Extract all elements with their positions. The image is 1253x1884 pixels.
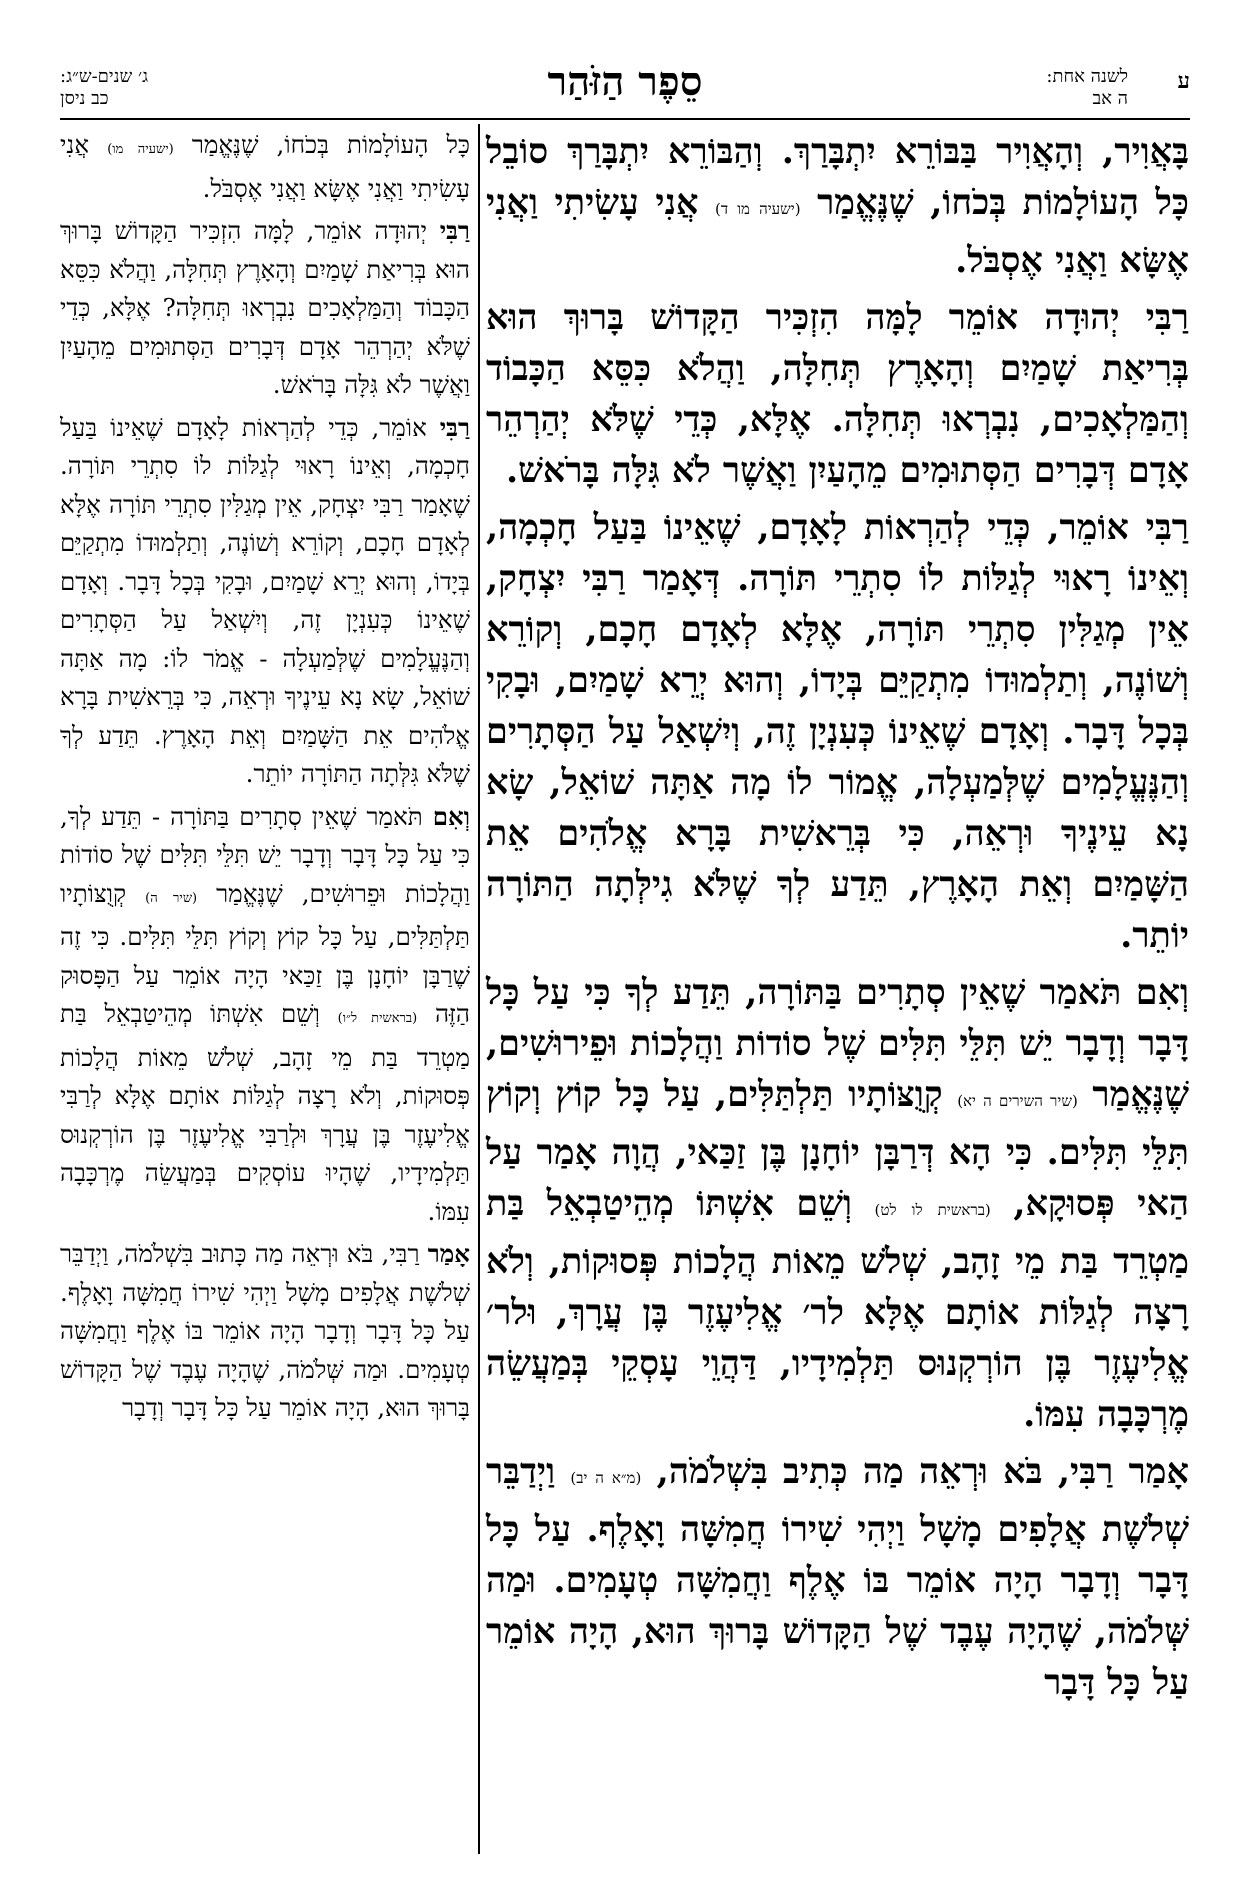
verse-reference: (מ״א ה יב) [570,1469,642,1487]
header-rule [60,118,1190,120]
side-paragraph [60,1235,470,1428]
main-text: וַיְדַבֵּר שְׁלֹשֶׁת אֲלָפִים מָשָׁל וַיְהִי שִׁירוֹ חֲמִשָּׁה וָאָלֶף. עַל כָּל דָּבָר וְדָבָר הָיָה אוֹמֵר בּוֹ אֶלֶף וַחֲמִשָּׁה טְעָמִים. וּמַה שְּׁלֹמֹה, שֶׁהָיָה עֶבֶד שֶׁל הַקָּדוֹשׁ בָּרוּךְ הוּא, הָיָה אוֹמֵר עַל כָּל דָּבָר [486,1451,1189,1703]
verse-reference: (ישעיה מו ד) [715,200,801,218]
side-text: כָּל הָעוֹלָמוֹת בְּכֹחוֹ, שֶׁנֶּאֱמַר [191,130,470,159]
main-text: וְאִם תֹּאמַר שֶׁאֵין סְתָרִים בַּתּוֹרָה, תֵּדַע לְךָ כִּי עַל כָּל דָּבָר וְדָבָר יֵשׁ תִּלֵּי תִּלִּים שֶׁל סוֹדוֹת וַהֲלָכוֹת וּפֵירוּשִׁים, שֶׁנֶּאֱמַר [486,972,1189,1115]
opening-word: אָמַר [427,1239,470,1268]
main-text: רַבִּי אוֹמֵר, כְּדֵי לְהַרְאוֹת לָאָדָם, שֶׁאֵינוֹ בַּעַל חָכְמָה, וְאֵינוֹ רָאוּי לְגַלּוֹת לוֹ סִתְרֵי תּוֹרָה. דְּאָמַר רַבִּי יִצְחָק, אֵין מְגַלִּין סִתְרֵי תּוֹרָה, אֶלָּא לְאָדָם חָכָם, וְקוֹרֵא וְשׁוֹנֶה, וְתַלְמוּדוֹ מִתְקַיֵּם בְּיָדוֹ, וְהוּא יְרֵא שָׁמַיִם, וּבָקִי בְּכָל דָּבָר. וְאָדָם שֶׁאֵינוֹ כְּעִנְיָן זֶה, וְיִשְׁאַל עַל הַסְּתָרִים וְהַנֶּעֱלָמִים שֶׁלְּמַעְלָה, אֱמוֹר לוֹ מָה אַתָּה שׁוֹאֵל, שָׂא נָא עֵינֶיךָ וּרְאֵה, כִּי בְּרֵאשִׁית בָּרָא אֱלֹהִים אֵת הַשָּׁמַיִם וְאֵת הָאָרֶץ, תֵּדַע לְךָ שֶׁלֹּא גִילְּתָה הַתּוֹרָה יוֹתֵר. [486,507,1189,956]
schedule-one-year-date: ה אב [1092,88,1128,109]
side-paragraph [60,409,470,794]
main-paragraph [486,126,1189,286]
verse-reference: (בראשית לו לט) [874,1201,991,1219]
opening-word: וְאִם [432,801,470,831]
translation-column [60,126,470,1432]
main-text: אֲנִי עָשִׂיתִי וַאֲנִי אֶשָּׂא וַאֲנִי אֶסְבֹּל. [486,182,1189,281]
side-text: קְוֻצּוֹתָיו תַּלְתַּלִּים, עַל כָּל קוֹץ וְקוֹץ תִּלֵּי תִּלִּים. כִּי זֶה שֶׁרַבָּן יוֹחָנָן בֶּן זַכַּאי הָיָה אוֹמֵר עַל הַפָּסוּק הַזֶּה [60,878,470,1028]
opening-word: רַבִּי [439,412,471,442]
side-text: וְשֵׁם אִשְׁתּוֹ מְהֵיטַבְאֵל בַּת מַטְרֵד בַּת מֵי זָהָב, שְׁלֹשׁ מֵאוֹת הֲלָכוֹת פְּסוּקוֹת, וְלֹא רָצָה לְגַלּוֹת אוֹתָם אֶלָּא לְרַבִּי אֱלִיעֶזֶר בֶּן עֲרָךְ וּלְרַבִּי אֱלִיעֶזֶר בֶּן הוֹרְקְנוּס תַּלְמִידָיו, שֶׁהָיוּ עוֹסְקִים בְּמַעֲשֵׂה מֶרְכָּבָה עִמּוֹ. [60,999,470,1226]
schedule-three-years-label: ג׳ שנים-ש״ג: [60,66,149,87]
main-paragraph [486,967,1189,1440]
main-text: בָּאֲוִיר, וְהָאֲוִיר בַּבּוֹרֵא יִתְבָּרַךְ. וְהַבּוֹרֵא יִתְבָּרַךְ סוֹבֵל כָּל הָעוֹלָמוֹת בְּכֹחוֹ, שֶׁנֶּאֱמַר [486,131,1189,223]
side-text: אוֹמֵר, כְּדֵי לְהַרְאוֹת לָאָדָם שֶׁאֵינוֹ בַּעַל חָכְמָה, וְאֵינוֹ רָאוּי לְגַלּוֹת לוֹ סִתְרֵי תּוֹרָה. שֶׁאָמַר רַבִּי יִצְחָק, אֵין מְגַלִּין סִתְרֵי תּוֹרָה אֶלָּא לְאָדָם חָכָם, וְקוֹרֵא וְשׁוֹנֶה, וְתַלְמוּדוֹ מִתְקַיֵּם בְּיָדוֹ, וְהוּא יְרֵא שָׁמַיִם, וּבָקִי בְּכָל דָּבָר. וְאָדָם שֶׁאֵינוֹ כְּעִנְיָן זֶה, וְיִשְׁאַל עַל הַסְּתָרִים וְהַנֶּעֱלָמִים שֶׁלְּמַעְלָה - אֱמֹר לוֹ: מָה אַתָּה שׁוֹאֵל, שָׂא נָא עֵינֶיךָ וּרְאֵה, כִּי בְּרֵאשִׁית בָּרָא אֱלֹהִים אֵת הַשָּׁמַיִם וְאֵת הָאָרֶץ. תֵּדַע לְךָ שֶׁלֹּא גִּלְּתָה הַתּוֹרָה יוֹתֵר. [60,412,470,788]
verse-reference: (שיר השירים ה יא) [957,1092,1078,1110]
verse-reference: (בראשית ל״ו) [337,1011,418,1026]
main-paragraph [486,1446,1189,1708]
main-text: וְשֵׁם אִשְׁתּוֹ מְהֵיטַבְאֵל בַּת מַטְרֵד בַּת מֵי זָהָב, שְׁלֹשׁ מֵאוֹת הֲלָכוֹת פְּסוּקוֹת, וְלֹא רָצָה לְגַלּוֹת אוֹתָם אֶלָּא לר׳ אֱלִיעֶזֶר בֶּן עֲרָךְ, וּלר׳ אֱלִיעֶזֶר בֶּן הוֹרְקְנוּס תַּלְמִידָיו, דַּהֲוֵי עָסְקֵי בְּמַעֲשֵׂה מֶרְכָּבָה עִמּוֹ. [486,1183,1189,1435]
verse-reference: (ישעיה מו) [107,142,174,157]
side-text: תֹּאמַר שֶׁאֵין סְתָרִים בַּתּוֹרָה - תֵּדַע לְךָ, כִּי עַל כָּל דָּבָר וְדָבָר יֵשׁ תִּלֵּי תִּלִּים שֶׁל סוֹדוֹת וַהֲלָכוֹת וּפֵרוּשִׁים, שֶׁנֶּאֱמַר [60,801,470,908]
side-paragraph [60,798,470,1232]
side-paragraph [60,212,470,405]
side-text: יְהוּדָה אוֹמֵר, לָמָּה הִזְכִּיר הַקָּדוֹשׁ בָּרוּךְ הוּא בְּרִיאַת שָׁמַיִם וְהָאָרֶץ תְּחִלָּה, וַהֲלֹא כִּסֵּא הַכָּבוֹד וְהַמַּלְאָכִים נִבְרְאוּ תְּחִלָּה? אֶלָּא, כְּדֵי שֶׁלֹּא יְהַרְהֵר אָדָם דְּבָרִים הַסְּתוּמִים מֵהָעַיִן וַאֲשֶׁר לֹא גִּלָּה בָּרֹאשׁ. [60,216,470,399]
column-divider [478,124,480,1854]
side-text: רַבִּי, בֹּא וּרְאֵה מַה כָּתוּב בִּשְׁלֹמֹה, וַיְדַבֵּר שְׁלֹשֶׁת אֲלָפִים מָשָׁל וַיְהִי שִׁירוֹ חֲמִשָּׁה וָאָלֶף. עַל כָּל דָּבָר וְדָבָר הָיָה אוֹמֵר בּוֹ אֶלֶף וַחֲמִשָּׁה טְעָמִים. וּמַה שְּׁלֹמֹה, שֶׁהָיָה עֶבֶד שֶׁל הַקָּדוֹשׁ בָּרוּךְ הוּא, הָיָה אוֹמֵר עַל כָּל דָּבָר וְדָבָר [60,1239,470,1422]
schedule-one-year-label: לשנה אחת: [1046,66,1128,87]
opening-word: רַבִּי [439,216,470,245]
side-text: אֲנִי עָשִׂיתִי וַאֲנִי אֶשָּׂא וַאֲנִי אֶסְבֹּל. [60,130,470,203]
main-text: רַבִּי יְהוּדָה אוֹמֵר לָמָּה הִזְכִּיר הַקָּדוֹשׁ בָּרוּךְ הוּא בְּרִיאַת שָׁמַיִם וְהָאָרֶץ תְּחִלָּה, וַהֲלֹא כִּסֵּא הַכָּבוֹד וְהַמַּלְאָכִים, נִבְרְאוּ תְּחִלָּה. אֶלָּא, כְּדֵי שֶׁלֹּא יְהַרְהֵר אָדָם דְּבָרִים הַסְּתוּמִים מֵהָעַיִן וַאֲשֶׁר לֹא גִּלָּה בָּרֹאשׁ. [486,297,1189,491]
side-paragraph [60,126,470,208]
schedule-three-years-date: כב ניסן [60,88,109,109]
main-text-column [486,126,1189,1714]
page-header [60,58,1190,120]
main-text: אָמַר רַבִּי, בֹּא וּרְאֵה מַה כְּתִיב בִּשְׁלֹמֹה, [656,1451,1190,1492]
main-paragraph [486,292,1189,496]
main-paragraph [486,502,1189,961]
main-text: קְוֻצּוֹתָיו תַּלְתַּלִּים, עַל כָּל קוֹץ וְקוֹץ תִּלֵּי תִּלִּים. כִּי הָא דְּרַבָּן יוֹחָנָן בֶּן זַכַּאי, הֲוָה אָמַר עַל הַאי פְּסוּקָא, [486,1074,1190,1224]
page-number: ע [1177,68,1190,94]
schedule-three-years [60,66,148,110]
book-title: סֵפֶר הַזֹּהַר [547,58,703,105]
verse-reference: (שיר ה) [145,890,198,906]
